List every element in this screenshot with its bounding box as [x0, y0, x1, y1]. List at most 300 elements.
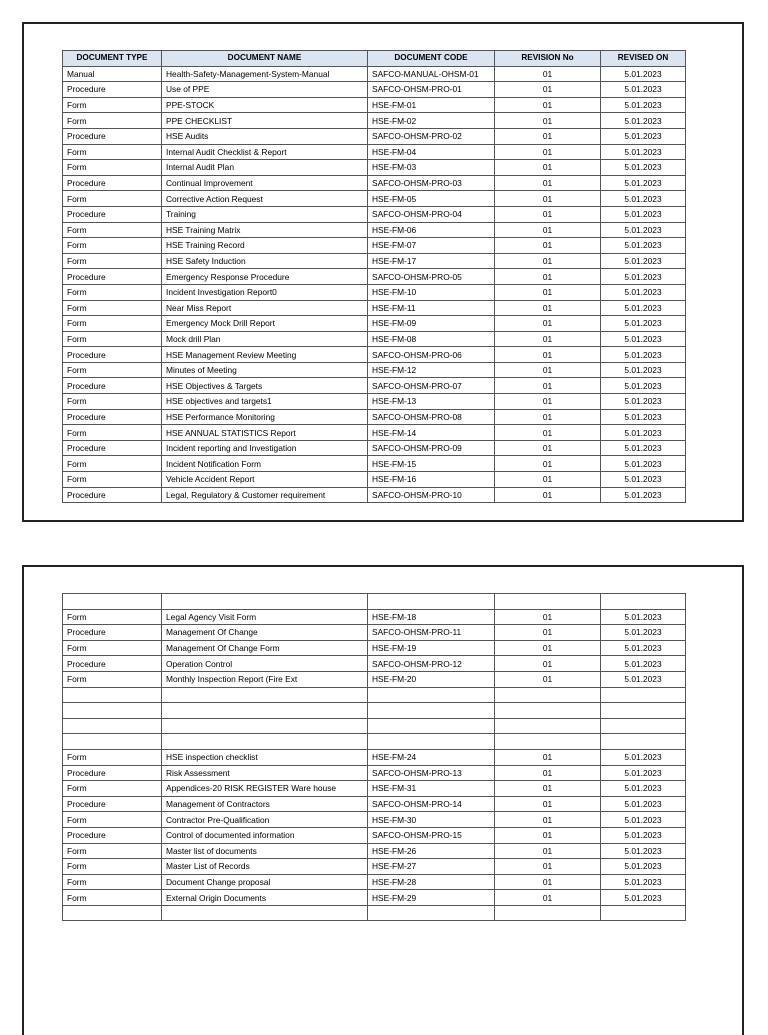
table-row — [63, 440, 686, 456]
table-row — [63, 97, 686, 113]
cell-revision-no: 01 — [495, 874, 601, 890]
table-row — [63, 703, 686, 719]
cell-document-code: SAFCO-MANUAL-OHSM-01 — [368, 66, 495, 82]
cell-revised-on: 5.01.2023 — [601, 160, 686, 176]
cell-document-code: HSE-FM-15 — [368, 456, 495, 472]
cell-document-code: HSE-FM-05 — [368, 191, 495, 207]
cell-revised-on: 5.01.2023 — [601, 300, 686, 316]
cell-document-type: Form — [63, 749, 162, 765]
cell-document-name: Use of PPE — [162, 82, 368, 98]
cell-revision-no — [495, 905, 601, 921]
cell-revision-no — [495, 703, 601, 719]
table-row — [63, 812, 686, 828]
cell-revision-no: 01 — [495, 300, 601, 316]
cell-revised-on: 5.01.2023 — [601, 222, 686, 238]
table-header-row — [63, 51, 686, 67]
cell-document-code: SAFCO-OHSM-PRO-03 — [368, 175, 495, 191]
cell-document-code: HSE-FM-13 — [368, 394, 495, 410]
header-revision-no: REVISION No — [495, 51, 601, 67]
cell-document-code: SAFCO-OHSM-PRO-13 — [368, 765, 495, 781]
cell-document-name: Emergency Response Procedure — [162, 269, 368, 285]
table-row — [63, 843, 686, 859]
cell-document-type: Form — [63, 144, 162, 160]
cell-revised-on: 5.01.2023 — [601, 472, 686, 488]
table-row — [63, 66, 686, 82]
cell-revision-no: 01 — [495, 238, 601, 254]
cell-document-type: Procedure — [63, 175, 162, 191]
header-document-code: DOCUMENT CODE — [368, 51, 495, 67]
cell-revision-no: 01 — [495, 394, 601, 410]
cell-document-type — [63, 703, 162, 719]
cell-document-type: Procedure — [63, 765, 162, 781]
cell-document-name — [162, 594, 368, 610]
cell-document-type: Form — [63, 671, 162, 687]
cell-revised-on: 5.01.2023 — [601, 269, 686, 285]
cell-document-type: Form — [63, 222, 162, 238]
cell-revised-on: 5.01.2023 — [601, 671, 686, 687]
cell-revision-no: 01 — [495, 347, 601, 363]
table-row — [63, 82, 686, 98]
cell-document-code: HSE-FM-28 — [368, 874, 495, 890]
cell-document-code: SAFCO-OHSM-PRO-10 — [368, 487, 495, 503]
cell-document-code: HSE-FM-16 — [368, 472, 495, 488]
cell-document-code: SAFCO-OHSM-PRO-06 — [368, 347, 495, 363]
cell-document-name: Document Change proposal — [162, 874, 368, 890]
cell-document-code: HSE-FM-10 — [368, 284, 495, 300]
table-row — [63, 362, 686, 378]
table-row — [63, 594, 686, 610]
cell-document-type: Form — [63, 160, 162, 176]
cell-revised-on: 5.01.2023 — [601, 331, 686, 347]
cell-revision-no: 01 — [495, 765, 601, 781]
cell-document-code: HSE-FM-19 — [368, 640, 495, 656]
cell-document-name: HSE objectives and targets1 — [162, 394, 368, 410]
cell-revision-no: 01 — [495, 749, 601, 765]
cell-document-type: Procedure — [63, 656, 162, 672]
cell-document-type: Form — [63, 456, 162, 472]
cell-revised-on — [601, 905, 686, 921]
cell-revision-no — [495, 718, 601, 734]
table-row — [63, 609, 686, 625]
cell-revised-on: 5.01.2023 — [601, 144, 686, 160]
cell-revised-on: 5.01.2023 — [601, 874, 686, 890]
cell-document-type: Procedure — [63, 378, 162, 394]
cell-document-type: Form — [63, 113, 162, 129]
cell-revised-on: 5.01.2023 — [601, 812, 686, 828]
cell-document-name: Management of Contractors — [162, 796, 368, 812]
cell-document-type: Form — [63, 191, 162, 207]
cell-document-code: HSE-FM-06 — [368, 222, 495, 238]
cell-revision-no: 01 — [495, 97, 601, 113]
cell-revision-no — [495, 594, 601, 610]
cell-document-code: HSE-FM-27 — [368, 859, 495, 875]
cell-revised-on: 5.01.2023 — [601, 362, 686, 378]
table-row — [63, 625, 686, 641]
cell-revised-on: 5.01.2023 — [601, 66, 686, 82]
cell-document-name: Health-Safety-Management-System-Manual — [162, 66, 368, 82]
cell-document-code: HSE-FM-03 — [368, 160, 495, 176]
cell-document-type: Form — [63, 874, 162, 890]
cell-document-type: Procedure — [63, 128, 162, 144]
cell-document-code: HSE-FM-20 — [368, 671, 495, 687]
cell-document-name: Risk Assessment — [162, 765, 368, 781]
cell-document-name: Monthly Inspection Report (Fire Ext — [162, 671, 368, 687]
cell-document-code: SAFCO-OHSM-PRO-08 — [368, 409, 495, 425]
cell-document-name: Legal, Regulatory & Customer requirement — [162, 487, 368, 503]
cell-revision-no: 01 — [495, 456, 601, 472]
table-row — [63, 128, 686, 144]
cell-document-code — [368, 703, 495, 719]
cell-revised-on: 5.01.2023 — [601, 409, 686, 425]
table-row — [63, 874, 686, 890]
cell-document-code: SAFCO-OHSM-PRO-07 — [368, 378, 495, 394]
cell-document-name: Management Of Change Form — [162, 640, 368, 656]
cell-document-name: Emergency Mock Drill Report — [162, 316, 368, 332]
table-row — [63, 718, 686, 734]
table-row — [63, 175, 686, 191]
table-row — [63, 890, 686, 906]
cell-revision-no: 01 — [495, 625, 601, 641]
cell-document-name — [162, 687, 368, 703]
cell-revision-no: 01 — [495, 316, 601, 332]
document-list-table — [62, 50, 686, 503]
cell-document-name: PPE CHECKLIST — [162, 113, 368, 129]
cell-revision-no: 01 — [495, 191, 601, 207]
cell-document-name: Continual Improvement — [162, 175, 368, 191]
cell-document-type: Form — [63, 253, 162, 269]
cell-document-code: HSE-FM-29 — [368, 890, 495, 906]
cell-revised-on: 5.01.2023 — [601, 425, 686, 441]
cell-document-type — [63, 594, 162, 610]
cell-document-code: HSE-FM-18 — [368, 609, 495, 625]
header-document-name: DOCUMENT NAME — [162, 51, 368, 67]
cell-revised-on: 5.01.2023 — [601, 378, 686, 394]
table-row — [63, 394, 686, 410]
cell-revised-on: 5.01.2023 — [601, 175, 686, 191]
cell-revised-on — [601, 687, 686, 703]
cell-revised-on: 5.01.2023 — [601, 749, 686, 765]
cell-document-type: Form — [63, 238, 162, 254]
cell-document-code: SAFCO-OHSM-PRO-09 — [368, 440, 495, 456]
cell-document-name — [162, 734, 368, 750]
table-row — [63, 734, 686, 750]
cell-document-code — [368, 718, 495, 734]
cell-document-name — [162, 718, 368, 734]
cell-document-code: SAFCO-OHSM-PRO-14 — [368, 796, 495, 812]
cell-revised-on: 5.01.2023 — [601, 128, 686, 144]
table-row — [63, 640, 686, 656]
cell-revised-on: 5.01.2023 — [601, 640, 686, 656]
cell-document-type: Form — [63, 97, 162, 113]
cell-document-code: SAFCO-OHSM-PRO-02 — [368, 128, 495, 144]
cell-document-name: Near Miss Report — [162, 300, 368, 316]
cell-revision-no: 01 — [495, 487, 601, 503]
table-row — [63, 687, 686, 703]
table-row — [63, 425, 686, 441]
cell-document-type — [63, 718, 162, 734]
cell-document-code: SAFCO-OHSM-PRO-05 — [368, 269, 495, 285]
cell-document-code: HSE-FM-12 — [368, 362, 495, 378]
document-list-table-continued — [62, 593, 686, 921]
cell-revision-no: 01 — [495, 113, 601, 129]
cell-document-type: Procedure — [63, 796, 162, 812]
cell-document-code: SAFCO-OHSM-PRO-15 — [368, 827, 495, 843]
cell-document-code: HSE-FM-09 — [368, 316, 495, 332]
cell-revision-no: 01 — [495, 175, 601, 191]
cell-document-name: Minutes of Meeting — [162, 362, 368, 378]
cell-document-name: Incident Notification Form — [162, 456, 368, 472]
cell-document-code: SAFCO-OHSM-PRO-12 — [368, 656, 495, 672]
cell-revised-on: 5.01.2023 — [601, 82, 686, 98]
cell-revision-no: 01 — [495, 128, 601, 144]
cell-revision-no: 01 — [495, 472, 601, 488]
cell-document-type: Form — [63, 609, 162, 625]
cell-document-name: Master List of Records — [162, 859, 368, 875]
cell-revised-on: 5.01.2023 — [601, 859, 686, 875]
cell-revised-on: 5.01.2023 — [601, 394, 686, 410]
cell-revised-on: 5.01.2023 — [601, 316, 686, 332]
cell-revision-no: 01 — [495, 253, 601, 269]
cell-document-type: Form — [63, 890, 162, 906]
cell-document-code: SAFCO-OHSM-PRO-11 — [368, 625, 495, 641]
cell-revised-on: 5.01.2023 — [601, 97, 686, 113]
cell-document-name: Management Of Change — [162, 625, 368, 641]
cell-document-code: HSE-FM-30 — [368, 812, 495, 828]
cell-document-name: Internal Audit Checklist & Report — [162, 144, 368, 160]
table-row — [63, 269, 686, 285]
cell-revised-on — [601, 734, 686, 750]
cell-document-name: Control of documented information — [162, 827, 368, 843]
cell-revised-on: 5.01.2023 — [601, 238, 686, 254]
table-row — [63, 765, 686, 781]
cell-document-code: HSE-FM-01 — [368, 97, 495, 113]
table-row — [63, 409, 686, 425]
cell-document-type: Procedure — [63, 440, 162, 456]
cell-document-code — [368, 905, 495, 921]
table-row — [63, 487, 686, 503]
cell-document-type — [63, 905, 162, 921]
header-document-type: DOCUMENT TYPE — [63, 51, 162, 67]
cell-revision-no: 01 — [495, 796, 601, 812]
cell-document-type: Procedure — [63, 827, 162, 843]
cell-revised-on: 5.01.2023 — [601, 113, 686, 129]
cell-revised-on: 5.01.2023 — [601, 781, 686, 797]
cell-revision-no: 01 — [495, 82, 601, 98]
cell-document-name — [162, 703, 368, 719]
cell-revised-on: 5.01.2023 — [601, 625, 686, 641]
cell-document-name: Incident reporting and Investigation — [162, 440, 368, 456]
table-row — [63, 160, 686, 176]
table-row — [63, 331, 686, 347]
cell-revision-no: 01 — [495, 144, 601, 160]
cell-document-code — [368, 594, 495, 610]
cell-revision-no: 01 — [495, 640, 601, 656]
cell-document-type: Form — [63, 362, 162, 378]
cell-revision-no — [495, 687, 601, 703]
cell-document-name: Legal Agency Visit Form — [162, 609, 368, 625]
cell-document-code: HSE-FM-26 — [368, 843, 495, 859]
cell-revised-on — [601, 718, 686, 734]
cell-revision-no: 01 — [495, 362, 601, 378]
cell-document-code: HSE-FM-11 — [368, 300, 495, 316]
cell-revision-no: 01 — [495, 609, 601, 625]
cell-document-type: Form — [63, 781, 162, 797]
cell-revised-on: 5.01.2023 — [601, 487, 686, 503]
cell-document-name: Contractor Pre-Qualification — [162, 812, 368, 828]
cell-document-name: HSE inspection checklist — [162, 749, 368, 765]
cell-document-name: Operation Control — [162, 656, 368, 672]
cell-revised-on — [601, 594, 686, 610]
cell-document-type: Form — [63, 284, 162, 300]
cell-document-name: External Origin Documents — [162, 890, 368, 906]
cell-document-name: Incident Investigation Report0 — [162, 284, 368, 300]
cell-document-type: Procedure — [63, 347, 162, 363]
cell-revised-on: 5.01.2023 — [601, 843, 686, 859]
cell-document-name: HSE Management Review Meeting — [162, 347, 368, 363]
cell-revision-no: 01 — [495, 222, 601, 238]
cell-document-code: HSE-FM-24 — [368, 749, 495, 765]
cell-document-name: HSE Objectives & Targets — [162, 378, 368, 394]
table-row — [63, 827, 686, 843]
table-row — [63, 671, 686, 687]
cell-document-code: SAFCO-OHSM-PRO-04 — [368, 206, 495, 222]
cell-revised-on: 5.01.2023 — [601, 191, 686, 207]
cell-revision-no: 01 — [495, 331, 601, 347]
cell-revision-no: 01 — [495, 66, 601, 82]
table-body — [63, 66, 686, 503]
cell-revision-no: 01 — [495, 859, 601, 875]
cell-document-code: HSE-FM-07 — [368, 238, 495, 254]
cell-document-type — [63, 687, 162, 703]
cell-document-name: Training — [162, 206, 368, 222]
cell-revised-on: 5.01.2023 — [601, 284, 686, 300]
cell-document-code: HSE-FM-17 — [368, 253, 495, 269]
cell-revised-on: 5.01.2023 — [601, 440, 686, 456]
cell-document-name: Corrective Action Request — [162, 191, 368, 207]
cell-document-type: Procedure — [63, 206, 162, 222]
cell-revised-on: 5.01.2023 — [601, 456, 686, 472]
cell-revision-no: 01 — [495, 425, 601, 441]
cell-document-name: Master list of documents — [162, 843, 368, 859]
cell-revised-on: 5.01.2023 — [601, 347, 686, 363]
cell-revised-on: 5.01.2023 — [601, 796, 686, 812]
cell-revised-on: 5.01.2023 — [601, 827, 686, 843]
table-row — [63, 749, 686, 765]
table-row — [63, 253, 686, 269]
cell-document-name: HSE Training Matrix — [162, 222, 368, 238]
cell-revision-no: 01 — [495, 827, 601, 843]
table-row — [63, 781, 686, 797]
cell-document-code: HSE-FM-02 — [368, 113, 495, 129]
table-row — [63, 191, 686, 207]
cell-revised-on: 5.01.2023 — [601, 206, 686, 222]
cell-document-type: Form — [63, 394, 162, 410]
table-row — [63, 905, 686, 921]
table-row — [63, 859, 686, 875]
cell-document-name — [162, 905, 368, 921]
cell-document-name: Appendices-20 RISK REGISTER Ware house — [162, 781, 368, 797]
table-row — [63, 456, 686, 472]
cell-revision-no: 01 — [495, 656, 601, 672]
cell-document-type: Procedure — [63, 269, 162, 285]
cell-revision-no: 01 — [495, 378, 601, 394]
table-row — [63, 284, 686, 300]
cell-document-code: HSE-FM-14 — [368, 425, 495, 441]
cell-document-type: Procedure — [63, 82, 162, 98]
cell-document-name: Internal Audit Plan — [162, 160, 368, 176]
cell-revised-on: 5.01.2023 — [601, 656, 686, 672]
cell-document-type: Form — [63, 812, 162, 828]
cell-document-type — [63, 734, 162, 750]
table-row — [63, 347, 686, 363]
cell-document-code: HSE-FM-08 — [368, 331, 495, 347]
cell-document-type: Form — [63, 316, 162, 332]
table-row — [63, 238, 686, 254]
cell-document-code: SAFCO-OHSM-PRO-01 — [368, 82, 495, 98]
cell-revision-no: 01 — [495, 781, 601, 797]
cell-document-name: Mock drill Plan — [162, 331, 368, 347]
cell-revision-no: 01 — [495, 843, 601, 859]
cell-revised-on: 5.01.2023 — [601, 609, 686, 625]
table-row — [63, 144, 686, 160]
cell-document-code — [368, 687, 495, 703]
cell-revision-no — [495, 734, 601, 750]
cell-document-code: HSE-FM-04 — [368, 144, 495, 160]
cell-revised-on: 5.01.2023 — [601, 890, 686, 906]
cell-revision-no: 01 — [495, 812, 601, 828]
cell-document-type: Form — [63, 300, 162, 316]
cell-document-name: HSE Performance Monitoring — [162, 409, 368, 425]
header-revised-on: REVISED ON — [601, 51, 686, 67]
table-row — [63, 796, 686, 812]
table-row — [63, 222, 686, 238]
table-body — [63, 594, 686, 921]
cell-revision-no: 01 — [495, 671, 601, 687]
cell-revision-no: 01 — [495, 160, 601, 176]
cell-revised-on — [601, 703, 686, 719]
cell-revision-no: 01 — [495, 269, 601, 285]
cell-revised-on: 5.01.2023 — [601, 253, 686, 269]
cell-document-type: Procedure — [63, 487, 162, 503]
table-row — [63, 378, 686, 394]
cell-document-type: Procedure — [63, 625, 162, 641]
cell-document-name: HSE Safety Induction — [162, 253, 368, 269]
cell-document-name: HSE Audits — [162, 128, 368, 144]
table-row — [63, 472, 686, 488]
cell-revision-no: 01 — [495, 284, 601, 300]
cell-revised-on: 5.01.2023 — [601, 765, 686, 781]
cell-revision-no: 01 — [495, 409, 601, 425]
cell-document-type: Form — [63, 843, 162, 859]
cell-document-type: Form — [63, 425, 162, 441]
cell-document-name: Vehicle Accident Report — [162, 472, 368, 488]
cell-document-type: Form — [63, 640, 162, 656]
table-row — [63, 316, 686, 332]
cell-document-type: Form — [63, 859, 162, 875]
cell-document-name: PPE-STOCK — [162, 97, 368, 113]
table-row — [63, 113, 686, 129]
cell-document-type: Form — [63, 472, 162, 488]
table-row — [63, 206, 686, 222]
cell-revision-no: 01 — [495, 206, 601, 222]
cell-document-type: Procedure — [63, 409, 162, 425]
cell-document-code: HSE-FM-31 — [368, 781, 495, 797]
cell-document-type: Manual — [63, 66, 162, 82]
document-page-1 — [22, 22, 744, 522]
table-row — [63, 300, 686, 316]
document-page-2 — [22, 565, 744, 1035]
cell-document-code — [368, 734, 495, 750]
